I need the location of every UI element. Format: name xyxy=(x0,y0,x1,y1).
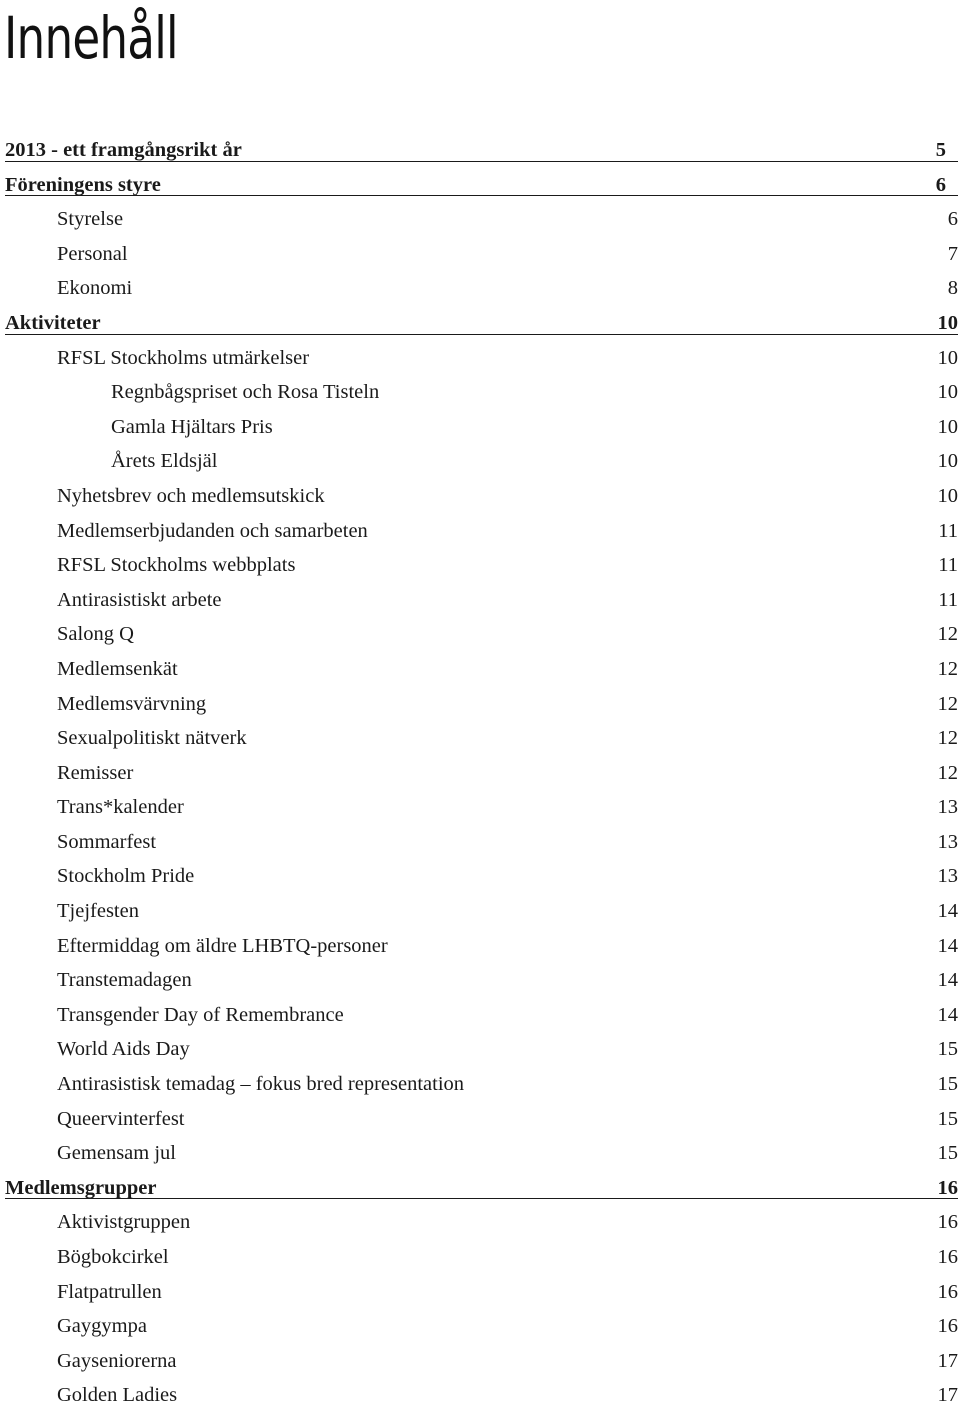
toc-page-number: 11 xyxy=(938,554,958,577)
toc-page-number: 17 xyxy=(937,1384,958,1407)
toc-section-heading xyxy=(0,306,960,341)
toc-entry-label: Queervinterfest xyxy=(57,1107,185,1130)
toc-entry xyxy=(0,237,960,272)
toc-page-number: 14 xyxy=(937,900,958,923)
toc-entry-label: 2013 - ett framgångsrikt år xyxy=(5,139,242,161)
toc-entry xyxy=(0,687,960,722)
toc-entry xyxy=(0,929,960,964)
toc-entry-label: Gemensam jul xyxy=(57,1142,176,1165)
toc-entry xyxy=(0,721,960,756)
toc-page-number: 15 xyxy=(937,1107,958,1130)
toc-entry xyxy=(0,963,960,998)
toc-page-number: 5 xyxy=(935,139,946,161)
toc-entry xyxy=(0,479,960,514)
toc-entry xyxy=(0,894,960,929)
toc-entry-label: Gamla Hjältars Pris xyxy=(111,415,273,438)
toc-page-number: 12 xyxy=(937,692,958,715)
toc-section-heading xyxy=(0,133,960,168)
toc-page-number: 12 xyxy=(937,761,958,784)
toc-entry-label: Styrelse xyxy=(57,208,124,231)
toc-page-number: 10 xyxy=(937,346,958,369)
toc-entry xyxy=(0,617,960,652)
toc-entry-label: Remisser xyxy=(57,761,134,784)
toc-page-number: 13 xyxy=(937,830,958,853)
toc-entry-label: Trans*kalender xyxy=(57,796,184,819)
toc-entry xyxy=(0,514,960,549)
toc-entry xyxy=(0,1275,960,1310)
toc-entry xyxy=(0,583,960,618)
toc-page-number: 14 xyxy=(937,934,958,957)
toc-entry xyxy=(0,756,960,791)
toc-entry-label: Transtemadagen xyxy=(57,969,192,992)
toc-page-number: 10 xyxy=(937,484,958,507)
toc-entry xyxy=(0,1309,960,1344)
toc-entry-label: Salong Q xyxy=(57,623,134,646)
toc-page-number: 12 xyxy=(937,657,958,680)
toc-entry-label: Medlemserbjudanden och samarbeten xyxy=(57,519,368,542)
toc-entry xyxy=(0,444,960,479)
toc-entry-label: Årets Eldsjäl xyxy=(111,450,218,473)
toc-entry xyxy=(0,825,960,860)
toc-entry xyxy=(0,1032,960,1067)
toc-page-number: 10 xyxy=(937,415,958,438)
toc-page-number: 16 xyxy=(937,1315,958,1338)
toc-entry-label: Medlemsenkät xyxy=(57,657,178,680)
toc-entry xyxy=(0,1344,960,1379)
toc-page-number: 6 xyxy=(935,173,946,196)
toc-page-number: 7 xyxy=(947,242,958,265)
toc-page-number: 14 xyxy=(937,1003,958,1026)
toc-entry-label: Bögbokcirkel xyxy=(57,1246,169,1268)
toc-page-number: 14 xyxy=(937,969,958,992)
toc-page-number: 17 xyxy=(937,1349,958,1372)
toc-entry xyxy=(0,998,960,1033)
toc-entry-label: Transgender Day of Remembrance xyxy=(57,1003,344,1026)
toc-page-number: 8 xyxy=(947,277,958,300)
page-title: Innehåll xyxy=(4,4,178,72)
toc-entry-label: Aktiviteter xyxy=(5,311,101,334)
toc-section-heading xyxy=(0,1171,960,1206)
toc-page-number: 13 xyxy=(937,865,958,888)
toc-entry-label: RFSL Stockholms webbplats xyxy=(57,554,296,577)
toc-entry-label: Regnbågspriset och Rosa Tisteln xyxy=(111,381,380,404)
table-of-contents xyxy=(0,133,960,1413)
toc-page-number: 16 xyxy=(937,1176,958,1199)
toc-entry-label: Personal xyxy=(57,242,128,265)
toc-entry xyxy=(0,202,960,237)
toc-entry-label: Ekonomi xyxy=(57,277,133,300)
toc-entry-label: Sexualpolitiskt nätverk xyxy=(57,727,247,750)
toc-entry-label: Antirasistisk temadag – fokus bred representation xyxy=(57,1073,465,1096)
toc-entry-label: Tjejfesten xyxy=(57,900,139,923)
toc-entry xyxy=(0,375,960,410)
toc-entry xyxy=(0,1240,960,1275)
toc-page-number: 15 xyxy=(937,1038,958,1061)
toc-entry xyxy=(0,1205,960,1240)
toc-entry xyxy=(0,1067,960,1102)
toc-page-number: 13 xyxy=(937,796,958,819)
toc-page-number: 10 xyxy=(937,311,958,334)
toc-page-number: 12 xyxy=(937,623,958,646)
toc-entry xyxy=(0,548,960,583)
toc-page-number: 11 xyxy=(938,519,958,542)
toc-entry-label: Sommarfest xyxy=(57,830,157,853)
toc-entry xyxy=(0,1102,960,1137)
toc-page-number: 15 xyxy=(937,1073,958,1096)
toc-entry-label: RFSL Stockholms utmärkelser xyxy=(57,346,310,369)
toc-section-heading xyxy=(0,168,960,203)
toc-entry-label: World Aids Day xyxy=(57,1038,190,1061)
toc-page-number: 16 xyxy=(937,1211,958,1234)
toc-page-number: 16 xyxy=(937,1246,958,1268)
toc-entry-label: Golden Ladies xyxy=(57,1384,178,1407)
toc-page-number: 11 xyxy=(938,588,958,611)
toc-page-number: 6 xyxy=(947,208,958,231)
toc-entry xyxy=(0,652,960,687)
toc-entry xyxy=(0,859,960,894)
toc-entry-label: Gaygympa xyxy=(57,1315,147,1338)
toc-entry-label: Nyhetsbrev och medlemsutskick xyxy=(57,484,325,507)
toc-entry-label: Stockholm Pride xyxy=(57,865,195,888)
toc-page-number: 12 xyxy=(937,727,958,750)
toc-page-number: 10 xyxy=(937,381,958,404)
toc-entry xyxy=(0,790,960,825)
toc-page-number: 10 xyxy=(937,450,958,473)
toc-page-number: 15 xyxy=(937,1142,958,1165)
toc-entry xyxy=(0,1378,960,1413)
toc-entry xyxy=(0,410,960,445)
toc-entry-label: Aktivistgruppen xyxy=(57,1211,191,1234)
toc-entry xyxy=(0,271,960,306)
toc-entry xyxy=(0,341,960,376)
toc-entry-label: Eftermiddag om äldre LHBTQ-personer xyxy=(57,934,388,957)
toc-entry-label: Föreningens styre xyxy=(5,173,161,196)
toc-entry-label: Antirasistiskt arbete xyxy=(57,588,222,611)
toc-entry-label: Medlemsgrupper xyxy=(5,1176,157,1199)
toc-entry xyxy=(0,1136,960,1171)
toc-entry-label: Gayseniorerna xyxy=(57,1349,177,1372)
toc-entry-label: Medlemsvärvning xyxy=(57,692,207,715)
toc-entry-label: Flatpatrullen xyxy=(57,1280,162,1303)
toc-page-number: 16 xyxy=(937,1280,958,1303)
